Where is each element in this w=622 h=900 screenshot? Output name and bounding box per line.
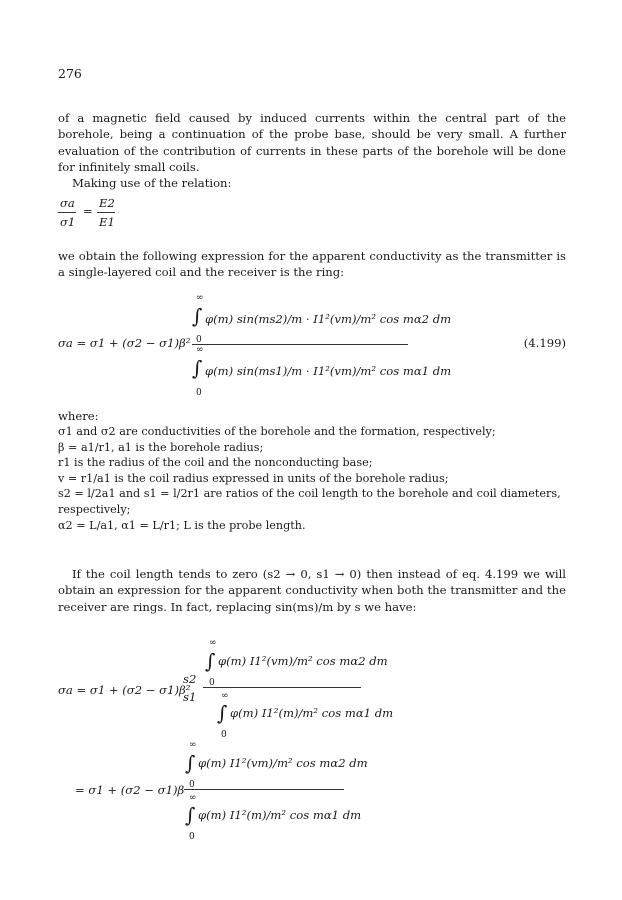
- definitions-list: [58, 424, 566, 533]
- eq1-lhs: σa = σ1 + (σ2 − σ1)β²: [58, 336, 191, 350]
- ratio-lhs-bar: [58, 212, 76, 213]
- ratio-lhs-den: σ1: [60, 215, 76, 229]
- eq3-den-integrand: φ(m) I1²(m)/m² cos mα1 dm: [198, 808, 362, 822]
- relation-lead: Making use of the relation:: [72, 176, 232, 190]
- eq3-num-upper: ∞: [189, 740, 197, 750]
- ratio-equals: =: [83, 204, 93, 218]
- definition-item: v = r1/a1 is the coil radius expressed in units of the borehole radius;: [58, 471, 449, 485]
- eq2-num-lower: 0: [209, 678, 215, 688]
- eq3-den-lower: 0: [189, 832, 195, 842]
- ratio-lhs-num: σa: [60, 196, 75, 210]
- ratio-rhs-num: E2: [99, 196, 115, 210]
- eq1-num-upper: ∞: [196, 293, 204, 303]
- eq1-num-integrand: φ(m) sin(ms2)/m · I1²(vm)/m² cos mα2 dm: [205, 312, 452, 326]
- eq3-num-integrand: φ(m) I1²(vm)/m² cos mα2 dm: [198, 756, 368, 770]
- eq2-fraction-bar: [203, 687, 361, 688]
- eq1-num-integral-icon: ∫: [192, 304, 203, 328]
- ratio-rhs-bar: [97, 212, 115, 213]
- eq1-den-integrand: φ(m) sin(ms1)/m · I1²(vm)/m² cos mα1 dm: [205, 364, 452, 378]
- eq2-den-integrand: φ(m) I1²(m)/m² cos mα1 dm: [230, 706, 394, 720]
- definition-item: β = a1/r1, a1 is the borehole radius;: [58, 440, 264, 454]
- eq3-num-integral-icon: ∫: [185, 751, 196, 775]
- eq2-den-lower: 0: [221, 730, 227, 740]
- eq2-lhs: σa = σ1 + (σ2 − σ1)β²: [58, 683, 191, 697]
- definition-item: respectively;: [58, 502, 131, 516]
- eq1-fraction-bar: [192, 344, 408, 345]
- eq2-num-integral-icon: ∫: [205, 649, 216, 673]
- page-number: 276: [58, 66, 82, 81]
- eq2-den-integral-icon: ∫: [217, 701, 228, 725]
- ratio-rhs-den: E1: [99, 215, 115, 229]
- definition-item: α2 = L/a1, α1 = L/r1; L is the probe length.: [58, 518, 306, 532]
- eq3-num-lower: 0: [189, 780, 195, 790]
- definition-item: σ1 and σ2 are conductivities of the borehole and the formation, respectively;: [58, 425, 496, 438]
- eq1-num-lower: 0: [196, 335, 202, 345]
- eq3-den-integral-icon: ∫: [185, 803, 196, 827]
- eq3-lhs: = σ1 + (σ2 − σ1)β: [75, 783, 185, 797]
- eq1-den-lower: 0: [196, 388, 202, 398]
- equation-number: (4.199): [523, 336, 566, 350]
- eq1-den-integral-icon: ∫: [192, 356, 203, 380]
- intro-paragraph: of a magnetic field caused by induced currents within the central part of the borehole, being a continuation of the probe base, should be very small. A further evaluation of the contribution of currents in these parts of the borehole will be done for infinitely small coils.: [58, 111, 566, 174]
- eq3-fraction-bar: [184, 789, 344, 790]
- eq2-num-upper: ∞: [209, 638, 217, 648]
- eq1-den-upper: ∞: [196, 345, 204, 355]
- eq3-den-upper: ∞: [189, 793, 197, 803]
- eq2-num-integrand: φ(m) I1²(vm)/m² cos mα2 dm: [218, 654, 388, 668]
- definition-item: r1 is the radius of the coil and the nonconducting base;: [58, 456, 373, 470]
- where-label: where:: [58, 409, 99, 423]
- eq2-ratio-num: s2: [183, 672, 197, 686]
- eq2-ratio-den: s1: [183, 690, 197, 704]
- definition-item: s2 = l/2a1 and s1 = l/2r1 are ratios of the coil length to the borehole and coil diameters,: [58, 487, 561, 501]
- eq2-den-upper: ∞: [221, 691, 229, 701]
- expression-lead: we obtain the following expression for the apparent conductivity as the transmitter is a single-layered coil and the receiver is the ring:: [58, 249, 566, 280]
- limit-paragraph: If the coil length tends to zero (s2 → 0, s1 → 0) then instead of eq. 4.199 we will obtain an expression for the apparent conductivity when both the transmitter and the receiver are rings. In fact, replacing sin(ms)/m by s we have:: [58, 567, 566, 614]
